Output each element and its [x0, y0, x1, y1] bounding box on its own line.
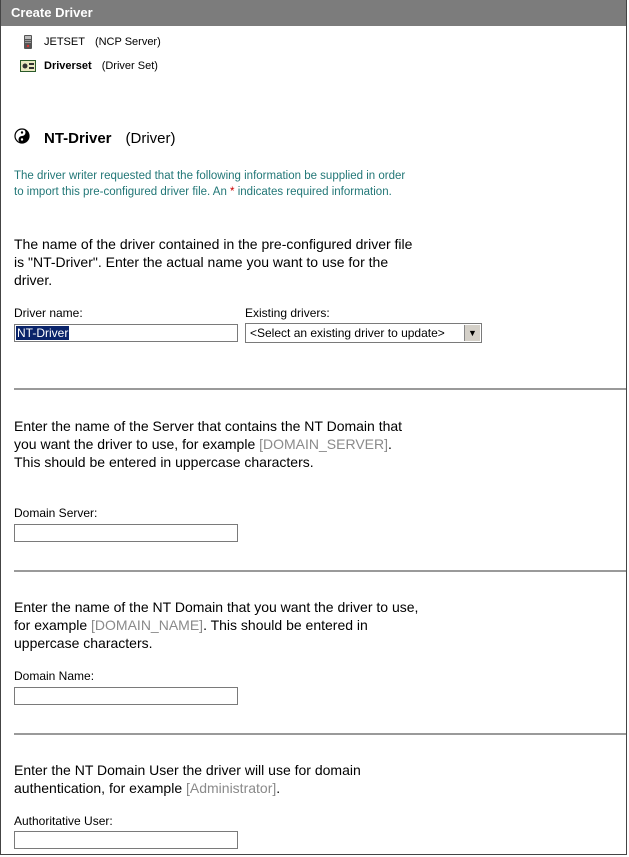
existing-drivers-label: Existing drivers: [245, 306, 330, 320]
driverset-type: (Driver Set) [101, 60, 158, 72]
driver-icon [14, 128, 30, 149]
context-server [20, 34, 161, 50]
section2-text: Enter the name of the Server that contains the NT Domain that you want the driver to use, for example [14, 418, 403, 452]
driver-name: NT-Driver [44, 130, 112, 147]
section-divider [14, 388, 626, 390]
existing-drivers-select[interactable] [245, 323, 482, 343]
domain-server-label: Domain Server: [14, 506, 98, 520]
section2-description [14, 417, 419, 471]
driver-name-value: NT-Driver [17, 326, 69, 340]
section1-description: The name of the driver contained in the pre-configured driver file is "NT-Driver". Enter the actual name you want to use for the driver. [14, 236, 413, 288]
context-driverset [20, 58, 158, 74]
domain-name-input[interactable] [14, 687, 238, 705]
authoritative-user-label: Authoritative User: [14, 814, 113, 828]
section-divider [14, 570, 626, 572]
driver-name-label: Driver name: [14, 306, 83, 320]
driverset-name: Driverset [44, 60, 92, 72]
driver-name-input[interactable] [14, 324, 238, 342]
section-divider [14, 733, 626, 735]
section4-text: Enter the NT Domain User the driver will use for domain authentication, for example [14, 762, 361, 796]
authoritative-user-input[interactable] [14, 831, 238, 849]
domain-server-example: [DOMAIN_SERVER] [259, 436, 389, 452]
section3-text-end: . This should be entered in uppercase characters. [14, 617, 368, 651]
required-star: * [230, 186, 235, 198]
domain-server-input[interactable] [14, 524, 238, 542]
section4-description [14, 761, 419, 797]
domain-name-example: [DOMAIN_NAME] [91, 617, 204, 633]
panel-title: Create Driver [1, 0, 626, 26]
required-info-text [14, 168, 414, 200]
domain-name-label: Domain Name: [14, 669, 95, 683]
section4-text-end: . [276, 780, 281, 796]
dropdown-arrow-icon[interactable]: ▼ [464, 325, 480, 341]
driver-type: (Driver) [125, 130, 176, 147]
section3-description [14, 598, 419, 652]
section2-text-end: . This should be entered in uppercase characters. [14, 436, 392, 470]
authoritative-user-example: [Administrator] [186, 780, 277, 796]
server-icon [20, 34, 36, 50]
driver-set-icon [20, 58, 36, 74]
existing-drivers-value: <Select an existing driver to update> [250, 326, 445, 340]
server-type: (NCP Server) [94, 36, 161, 48]
server-name: JETSET [44, 36, 85, 48]
section3-text: Enter the name of the NT Domain that you want the driver to use, for example [14, 599, 419, 633]
info-text-end: indicates required information. [234, 186, 392, 198]
info-text: The driver writer requested that the following information be supplied in order to import this pre-configured driver file. An [14, 170, 406, 198]
driver-heading [14, 128, 176, 149]
